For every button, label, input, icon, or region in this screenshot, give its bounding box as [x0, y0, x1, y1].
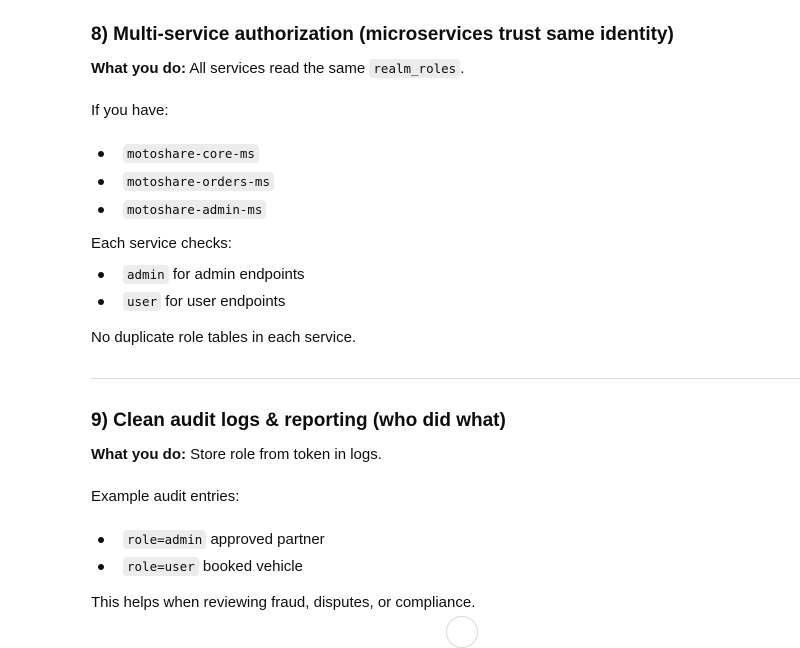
inline-code: admin [123, 265, 169, 284]
section-9-what-you-do [91, 444, 382, 466]
example-audit-entries-text: Example audit entries: [91, 488, 240, 505]
audit-entries-list [91, 529, 325, 578]
inline-code: user [123, 292, 161, 311]
what-you-do-text: All services read the same [189, 60, 366, 77]
bullet-icon [98, 207, 104, 213]
list-item [91, 291, 305, 313]
section-8-what-you-do [91, 58, 464, 80]
what-you-do-label: What you do: [91, 446, 186, 463]
list-item [91, 171, 274, 193]
section-8-note: No duplicate role tables in each service. [91, 329, 357, 346]
bullet-icon [98, 179, 104, 185]
each-service-checks-text: Each service checks: [91, 235, 232, 252]
list-item [91, 199, 274, 221]
services-list [91, 143, 274, 221]
checks-list [91, 264, 305, 313]
list-item-text: for admin endpoints [172, 266, 305, 283]
list-item [91, 264, 305, 286]
list-item-text: for user endpoints [165, 293, 286, 310]
bullet-icon [98, 272, 104, 278]
inline-code: realm_roles [369, 59, 460, 78]
inline-code: role=user [123, 557, 199, 576]
period: . [460, 60, 465, 77]
section-8-heading: 8) Multi-service authorization (microservices trust same identity) [91, 24, 674, 45]
what-you-do-label: What you do: [91, 60, 186, 77]
scroll-to-bottom-button[interactable] [446, 616, 478, 648]
list-item-text: approved partner [210, 531, 325, 548]
bullet-icon [98, 151, 104, 157]
bullet-icon [98, 299, 104, 305]
inline-code: motoshare-admin-ms [123, 200, 266, 219]
inline-code: role=admin [123, 530, 206, 549]
section-9-heading: 9) Clean audit logs & reporting (who did what) [91, 410, 506, 431]
if-you-have-text: If you have: [91, 102, 169, 119]
inline-code: motoshare-core-ms [123, 144, 259, 163]
list-item [91, 143, 274, 165]
inline-code: motoshare-orders-ms [123, 172, 274, 191]
list-item [91, 529, 325, 551]
list-item-text: booked vehicle [202, 558, 303, 575]
section-divider [91, 378, 800, 379]
what-you-do-text: Store role from token in logs. [190, 446, 382, 463]
bullet-icon [98, 564, 104, 570]
bullet-icon [98, 537, 104, 543]
list-item [91, 556, 325, 578]
section-9-note: This helps when reviewing fraud, disputes, or compliance. [91, 594, 476, 611]
